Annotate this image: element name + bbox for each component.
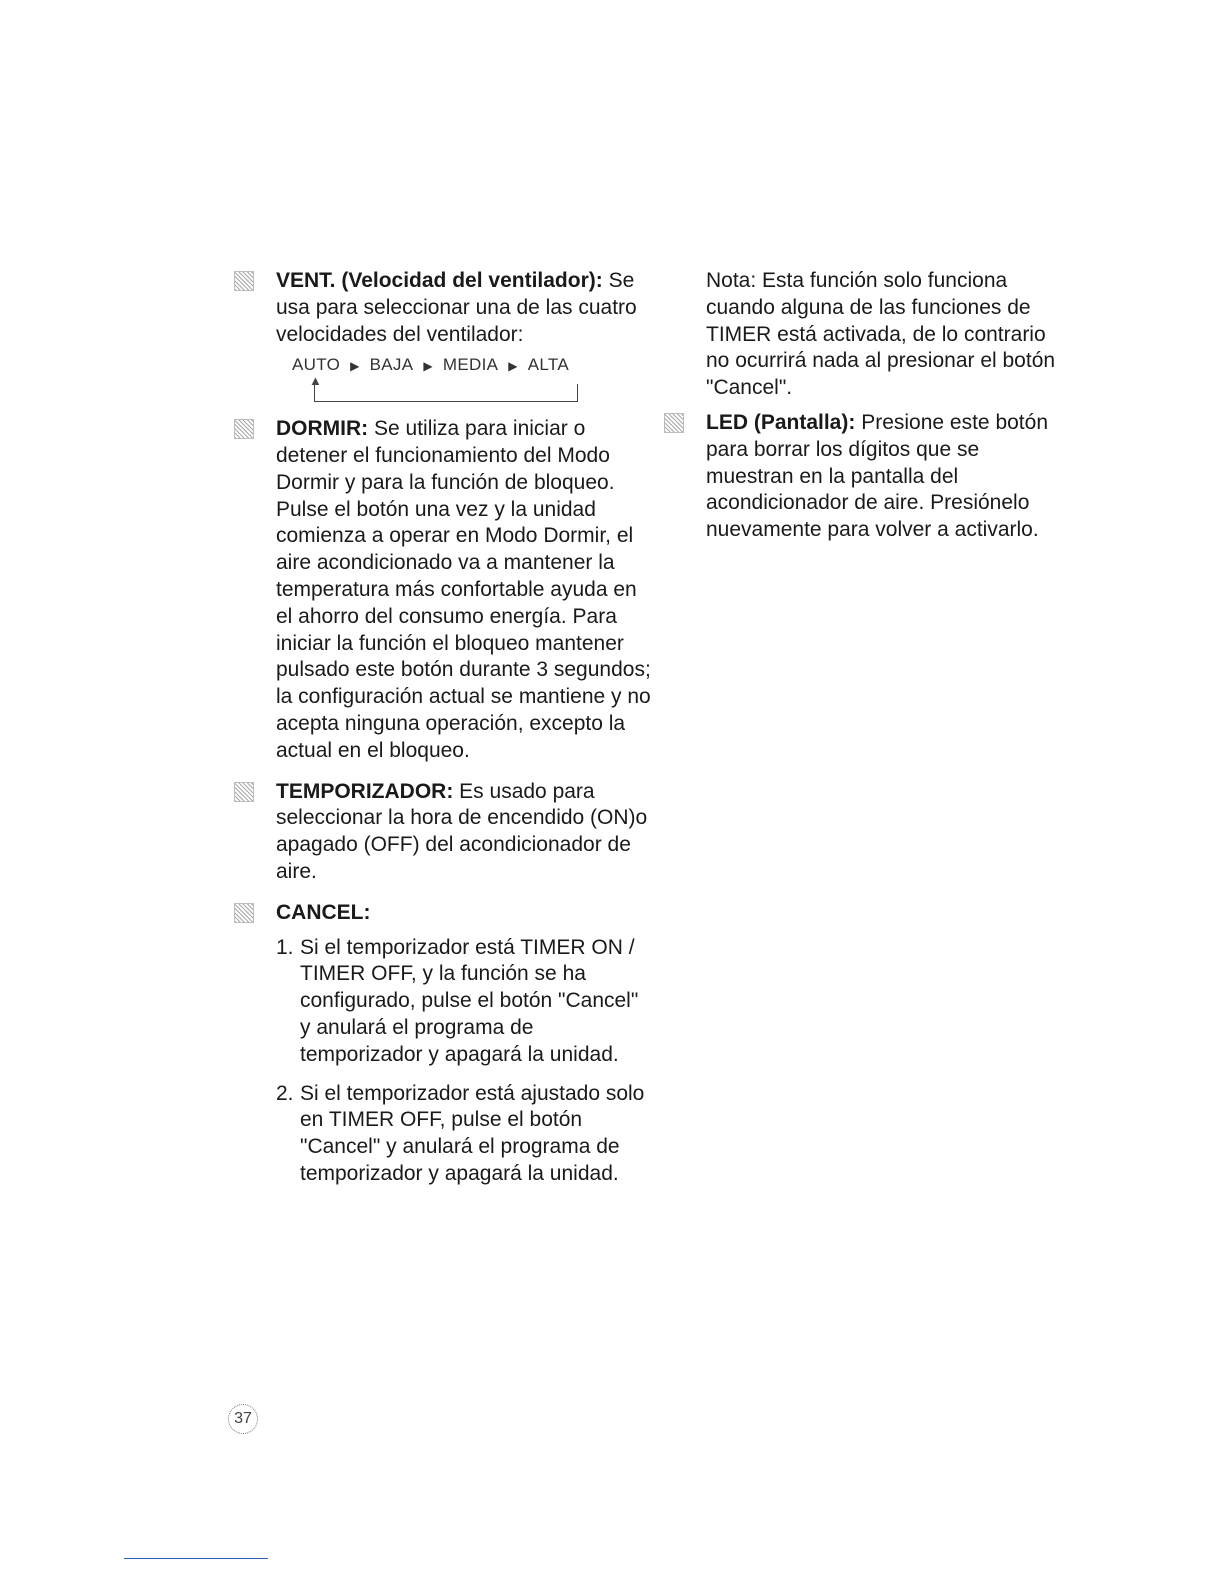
item-number-icon <box>234 271 254 291</box>
list-item-number: 2. <box>276 1081 294 1105</box>
page-number: 37 <box>228 1404 258 1434</box>
left-column <box>232 268 652 1202</box>
right-triangle-icon: ▶ <box>508 359 518 374</box>
vent-heading: VENT. (Velocidad del ventilador): <box>276 269 603 292</box>
speed-media: MEDIA <box>442 355 499 375</box>
right-column <box>662 268 1062 558</box>
list-item-text: Si el temporizador está ajustado solo en TIMER OFF, pulse el botón "Cancel" y anulará el programa de temporizador y apagará la unidad. <box>300 1081 645 1185</box>
temporizador-section <box>232 779 652 886</box>
item-number-icon <box>664 413 684 433</box>
led-heading: LED (Pantalla): <box>706 410 856 434</box>
list-item-number: 1. <box>276 935 294 959</box>
speed-auto: AUTO <box>292 355 341 375</box>
cancel-heading: CANCEL: <box>276 900 371 924</box>
item-number-icon <box>234 419 254 439</box>
led-body: Presione este botón para borrar los dígitos que se muestran en la pantalla del acondicionador de aire. Presiónelo nuevamente para volver a activarlo. <box>706 410 1048 542</box>
temporizador-heading: TEMPORIZADOR: <box>276 779 454 803</box>
right-triangle-icon: ▶ <box>350 359 360 374</box>
led-section <box>662 410 1062 544</box>
cancel-section <box>232 900 652 1188</box>
up-arrow-icon: ▲ <box>309 373 322 389</box>
dormir-body: Se utiliza para iniciar o detener el funcionamiento del Modo Dormir y para la función de bloqueo. Pulse el botón una vez y la unidad comienza a operar en Modo Dormir, el aire acondicionado va a mantener la temperatura más confortable ayuda en el ahorro del consumo energía. Para iniciar la función el bloqueo mantener pulsado este botón durante 3 segundos; la configuración actual se mantiene y no acepta ninguna operación, excepto la actual en el bloqueo. <box>276 417 651 762</box>
cancel-list <box>276 935 652 1188</box>
bottom-rule <box>124 1558 268 1559</box>
list-item <box>276 1081 652 1188</box>
list-item <box>276 935 652 1069</box>
temporizador-body: Es usado para seleccionar la hora de encendido (ON)o apagado (OFF) del acondicionador de aire. <box>276 779 648 883</box>
vent-body: Se usa para seleccionar una de las cuatro velocidades del ventilador: <box>276 269 637 346</box>
dormir-section <box>232 416 652 764</box>
speed-baja: BAJA <box>369 355 414 375</box>
cycle-return-line <box>309 373 578 402</box>
speed-alta: ALTA <box>527 355 569 375</box>
right-triangle-icon: ▶ <box>423 359 433 374</box>
fan-speed-sequence <box>292 352 652 380</box>
dormir-heading: DORMIR: <box>276 417 369 441</box>
note-text: Nota: Esta función solo funciona cuando alguna de las funciones de TIMER está activada, de lo contrario no ocurrirá nada al presionar el botón "Cancel". <box>706 269 1056 400</box>
item-number-icon <box>234 903 254 923</box>
item-number-icon <box>234 782 254 802</box>
note-paragraph <box>662 268 1062 402</box>
vent-section <box>232 268 652 402</box>
list-item-text: Si el temporizador está TIMER ON / TIMER OFF, y la función se ha configurado, pulse el botón "Cancel" y anulará el programa de temporizador y apagará la unidad. <box>300 935 639 1066</box>
